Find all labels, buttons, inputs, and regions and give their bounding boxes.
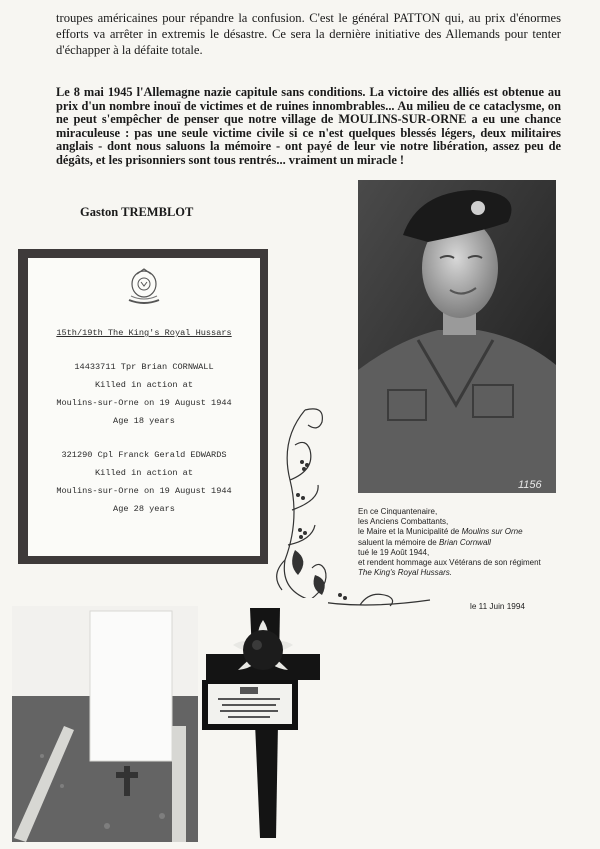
dedication-line5: tué le 19 Août 1944, — [358, 547, 430, 557]
dedication-line3-text: le Maire et la Municipalité de — [358, 527, 462, 537]
victory-paragraph: Le 8 mai 1945 l'Allemagne nazie capitule sans conditions. La victoire des alliés est obtenue au prix d'un nombre inouï de victimes et de ruines innombrables... Au milieu de ce cataclysme, on ne peut s'empêcher de penser que notre village de MOULINS-SUR-ORNE a eu une chance miraculeuse : pas une seule victime civile si ce n'est quelques blessés légers, deux militaires anglais - dont nous saluons la mémoire - ont payé de leur vie notre libération, assez peu de dégâts, et les prisonniers sont tous rentrés... vraiment un miracle ! — [56, 85, 561, 167]
wooden-cross-photo — [198, 598, 328, 844]
photo-caption-number: 1156 — [518, 479, 542, 491]
dedication-line4-text: saluent la mémoire de — [358, 537, 439, 547]
dedication-line3 — [358, 527, 588, 537]
grave-photo — [12, 606, 200, 842]
regiment-crest-icon — [123, 266, 165, 310]
card-place2: Moulins-sur-Orne on 19 August 1944 — [56, 486, 232, 496]
dedication-line2: les Anciens Combattants, — [358, 517, 449, 527]
dedication-soldier-name: Brian Cornwall — [438, 537, 491, 547]
dedication-line1: En ce Cinquantenaire, — [358, 507, 438, 516]
card-regiment: 15th/19th The King's Royal Hussars — [56, 328, 232, 338]
card-age1: Age 18 years — [113, 416, 175, 426]
dedication-date: le 11 Juin 1994 — [470, 602, 525, 611]
dedication-line6: et rendent hommage aux Vétérans de son régiment — [358, 558, 541, 568]
dedication-text — [358, 507, 588, 578]
card-killed1: Killed in action at — [95, 380, 193, 390]
dedication-regiment: The King's Royal Hussars. — [358, 568, 453, 578]
card-soldier1: 14433711 Tpr Brian CORNWALL — [74, 362, 214, 372]
dedication-village: Moulins sur Orne — [461, 527, 523, 537]
card-soldier2: 321290 Cpl Franck Gerald EDWARDS — [61, 450, 227, 460]
memorial-card — [28, 258, 260, 556]
author-signature: Gaston TREMBLOT — [80, 205, 194, 219]
intro-paragraph: troupes américaines pour répandre la confusion. C'est le général PATTON qui, au prix d'énormes efforts va arrêter in extremis le désastre. Ce sera la dernière initiative des Allemands pour tenter d'échapper à la défaite totale. — [56, 11, 561, 57]
card-place1: Moulins-sur-Orne on 19 August 1944 — [56, 398, 232, 408]
dedication-line4 — [358, 538, 588, 548]
card-killed2: Killed in action at — [95, 468, 193, 478]
dedication-line7 — [358, 568, 588, 578]
card-age2: Age 28 years — [113, 504, 175, 514]
